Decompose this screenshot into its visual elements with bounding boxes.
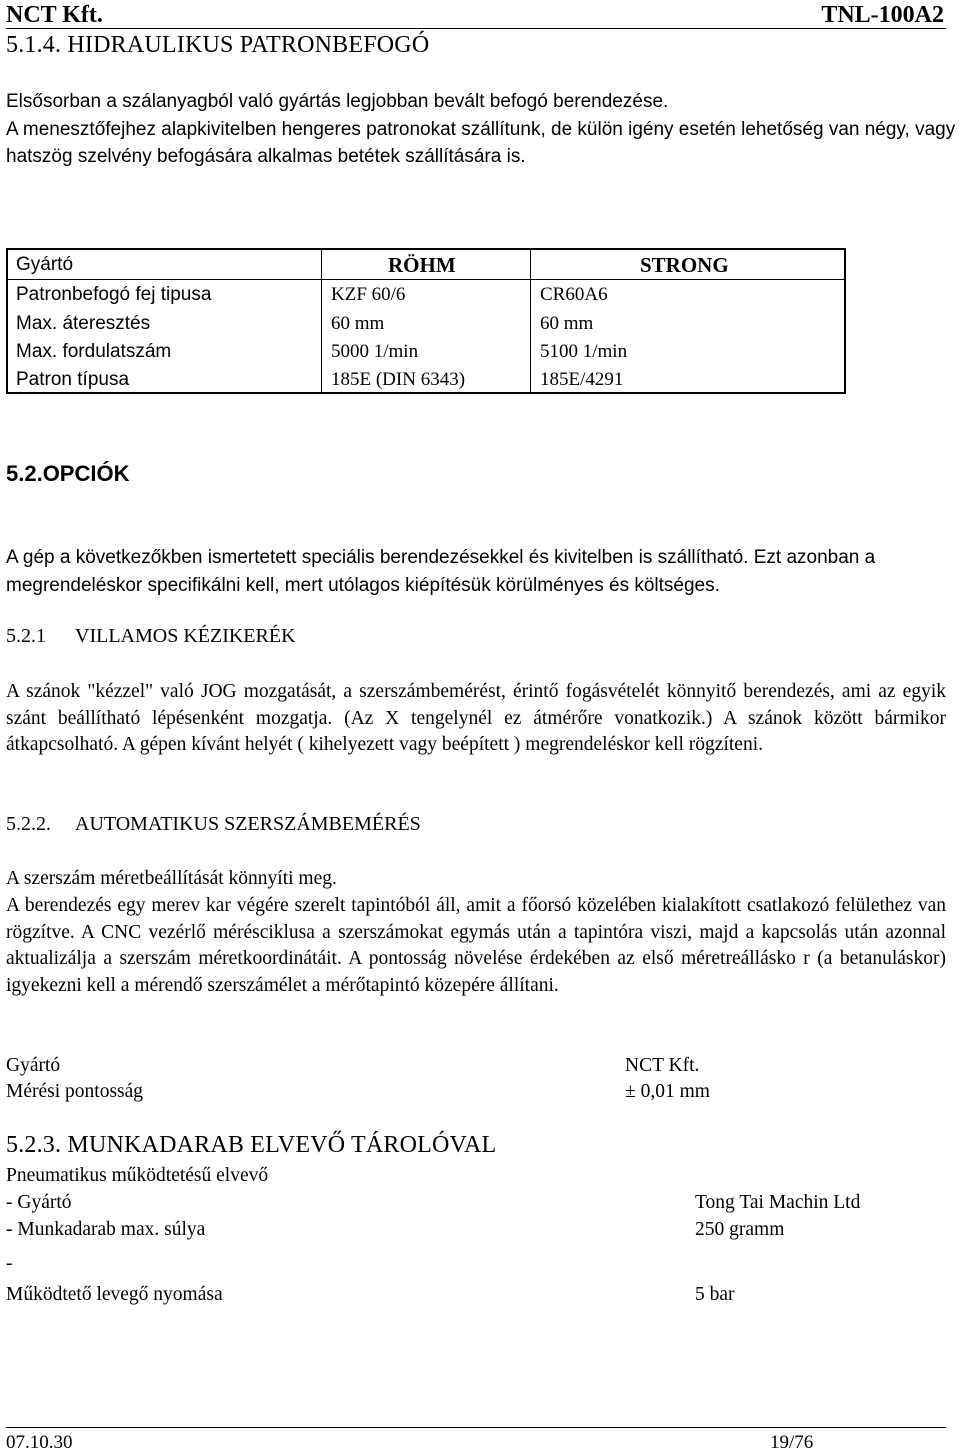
section-514-para2: A menesztőfejhez alapkivitelben hengeres patronokat szállítunk, de külön igény esetén lehetőség van négy, vagy hatszög szelvény befogására alkalmas betétek szállítására is. [6, 119, 956, 167]
table-cell: 185E (DIN 6343) [331, 369, 466, 390]
section-52-para: A gép a következőkben ismertetett speciális berendezésekkel és kivitelben is szállítható. Ezt azonban a megrendeléskor specifikálni kell, mert utólagos kiépítésük körülményes és költséges. [6, 547, 876, 596]
section-521-title: VILLAMOS KÉZIKERÉK [75, 625, 296, 647]
table-cell: 5000 1/min [331, 341, 419, 362]
table-cell: Patronbefogó fej tipusa [16, 284, 212, 305]
header-company: NCT Kft. [6, 2, 103, 28]
footer-rule [6, 1427, 946, 1428]
section-522-para2: A berendezés egy merev kar végére szerelt tapintóból áll, amit a főorsó közelében kialakított csatlakozó felülethez van rögzítve. A CNC vezérlő mérésciklusa a szerszámokat egymás után a tapintóra viszi, majd a kapcsolás után azonnal aktualizálja a szerszám méretkoordinátáit. A pontosság növelése érdekében az első méretreállásko r (a betanuláskor) igyekezni kell a mérendő szerszámélet a mérőtapintó közepére állítani. [6, 895, 946, 997]
table-cell: 60 mm [540, 313, 594, 334]
footer-page-number: 19/76 [770, 1432, 814, 1453]
spec-label: Működtető levegő nyomása [6, 1284, 223, 1305]
table-header-cell: STRONG [640, 253, 729, 277]
section-52-title: 5.2.OPCIÓK [6, 461, 130, 486]
spec-value: 5 bar [695, 1284, 735, 1305]
section-514-para1: Elsősorban a szálanyagból való gyártás legjobban bevált befogó berendezése. [6, 91, 669, 112]
table-cell: CR60A6 [540, 284, 608, 305]
table-cell: Patron típusa [16, 369, 130, 390]
footer-date: 07.10.30 [6, 1432, 73, 1453]
table-cell: Max. fordulatszám [16, 341, 172, 362]
spec-label: Mérési pontosság [6, 1081, 144, 1102]
section-522-title: AUTOMATIKUS SZERSZÁMBEMÉRÉS [75, 813, 421, 835]
section-523-title: 5.2.3. MUNKADARAB ELVEVŐ TÁROLÓVAL [6, 1132, 497, 1158]
header-rule [6, 28, 946, 29]
spec-label: - Gyártó [6, 1192, 72, 1213]
table-cell: 60 mm [331, 313, 385, 334]
table-header-cell: RÖHM [388, 253, 456, 277]
list-dash: - [6, 1253, 13, 1274]
section-521-number: 5.2.1 [6, 625, 46, 647]
table-divider [530, 250, 531, 392]
section-521-para: A szánok "kézzel" való JOG mozgatását, a szerszámbemérést, érintő fogásvételét könnyitő berendezés, ami az egyik szánt beállítható lépésenként mozgatja. (Az X tengelynél ez átmérőre vonatkozik.) A szánok között bármikor átkapcsolható. A gépen kívánt helyét ( kihelyezett vagy beépített ) megrendeléskor kell rögzíteni. [6, 681, 946, 756]
spec-label: - Munkadarab max. súlya [6, 1219, 206, 1240]
section-522-para1: A szerszám méretbeállítását könnyíti meg. [6, 868, 337, 889]
spec-value: ± 0,01 mm [625, 1081, 710, 1102]
section-522-number: 5.2.2. [6, 813, 51, 835]
header-doc-code: TNL-100A2 [821, 2, 944, 28]
spec-value: 250 gramm [695, 1219, 785, 1240]
table-header-cell: Gyártó [16, 254, 74, 275]
spec-label: Gyártó [6, 1055, 61, 1076]
section-523-subtitle: Pneumatikus működtetésű elvevő [6, 1165, 269, 1186]
table-cell: 5100 1/min [540, 341, 628, 362]
spec-value: Tong Tai Machin Ltd [695, 1192, 861, 1213]
table-cell: 185E/4291 [540, 369, 624, 390]
table-cell: Max. áteresztés [16, 313, 151, 334]
spec-value: NCT Kft. [625, 1055, 700, 1076]
section-514-title: 5.1.4. HIDRAULIKUS PATRONBEFOGÓ [6, 32, 430, 58]
spec-table [6, 248, 846, 394]
table-cell: KZF 60/6 [331, 284, 406, 305]
table-divider [321, 250, 322, 392]
table-rule [8, 279, 844, 280]
